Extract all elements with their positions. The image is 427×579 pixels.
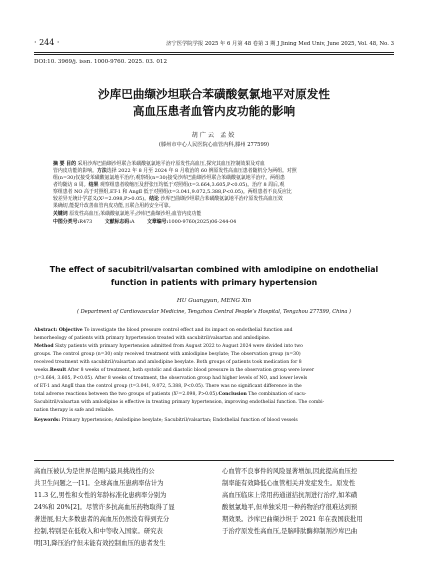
method-label-en: Method [34,344,54,349]
section-divider [34,460,394,461]
body-line: 11.3 亿,男性和女性的年龄标准化患病率分别为 [34,492,167,499]
cn-keywords: 关键词 原发性高血压;苯磺酸氨氯地平;沙库巴曲缬沙坦;血管内皮功能 [53,211,202,217]
body-line: 高血压临床上常用药通道拮抗剂进行治疗,如苯磺 [222,492,358,499]
body-line: 酸氨氯地平,但单独采用一种药物治疗很难达到预 [222,504,358,511]
cn-abstract-line: 组(n=30)仅接受苯磺酸氨氯地平治疗;观察组(n=30)接受沙库巴曲缬沙坦联合苯磺酸氨氯地平治疗。两组患 [53,175,285,181]
doi: DOI:10. 3969/j. issn. 1000-9760. 2025. 03. 012 [34,59,167,65]
en-abstract-line: Method Sixty patients with primary hypertension admitted from August 2022 to August 2024 were divided into two [34,344,303,349]
keywords-label: 关键词 [53,211,68,217]
en-abstract-line: weeks.Result After 8 weeks of treatment, both systolic and diastolic blood pressure in the observation group were lower [34,368,315,373]
header-rule [34,52,394,53]
running-header [34,38,394,52]
chinese-title-line-2: 高血压患者血管内皮功能的影响 [132,104,296,118]
en-abstract-line: groups. The control group (n=30) only received treatment with amlodipine besylate; The observation group (n=30) [34,352,301,357]
method-label: 方法 [97,168,107,174]
body-line: 控制,特别是在低收入和中等收入国家。研究表 [34,528,163,535]
doc-code-label: 文献标志码: [104,219,131,225]
english-affiliation: ( Department of Cardiovascular Medicine, Tengzhou Central People’s Hospital, Tengzhou 277599, China ) [76,309,352,315]
body-line: 期效果。沙库巴曲缬沙坦于 2021 年在我国获批用 [222,516,363,523]
english-title-line-1: The effect of sacubitril/valsartan combined with amlodipine on endothelial [49,265,379,274]
result-label: 结果 [88,182,99,188]
chinese-affiliation: (滕州市中心人民医院心血管内科,滕州 277599) [158,142,270,148]
en-abstract-line: total adverse reactions between the two groups of patients (X²=2.098, P>0.05).Conclusion The combination of sacu- [34,392,307,397]
body-line: 共卫生问题之一[1]。全球高血压患病率估计为 [34,480,164,487]
en-keywords: Keywords: Primary hypertension; Amlodipine besylate; Sacubitril/valsartan; Endothelial function of blood vessels [34,418,298,423]
body-line: 著进展,但大多数患者的高血压仍然没有得到充分 [34,516,170,523]
body-column-left [34,466,208,550]
body-line: 心血管不良事件的风险显著增加,因此提高血压控 [222,468,358,475]
body-line: 于治疗原发性高血压,是脑啡肽酶抑制剂沙库巴曲 [222,528,358,535]
keywords-label-en: Keywords: [34,418,61,423]
en-abstract-line: of ET-1 and AngⅡ than the control group (t=3.041, 9.072, 5.388, P<0.05). There was no significant difference in the [34,384,302,389]
abstract-objective-label: Abstract: Objective [34,328,83,333]
english-title-line-2: function in patients with primary hypertension [110,278,318,287]
article-no-label: 文章编号: [146,219,169,225]
conclusion-label-en: Conclusion [218,392,247,397]
conclusion-label: 结论 [149,196,159,202]
en-abstract-line: nation therapy is safe and reliable. [34,408,115,413]
chinese-authors: 胡广云 孟姣 [191,132,237,139]
body-line: 制率能有效降低心血管相关并发症发生。原发性 [222,480,356,487]
result-label-en: Result [49,368,67,373]
cn-abstract-line: 管内皮功能的影响。方法选择 2022 年 8 月至 2024 年 8 月收治的 60 例原发性高血压患者随机分为两组。对照 [53,168,297,174]
chinese-title-line-1: 沙库巴曲缬沙坦联合苯磺酸氨氯地平对原发性 [98,87,330,101]
en-abstract-line: hemorheology of patients with primary hypertension treated with sacubitril/valsartan and amlodipine. [34,336,271,341]
en-abstract-line: Abstract: Objective To investigate the blood pressure control effect and its impact on endothelial function and [34,328,293,333]
en-abstract-line: (t=3.664, 3.605, P<0.05). After 8 weeks of treatment, the observation group had higher levels of NO, and lower levels [34,376,308,381]
body-line: 高血压被认为是世界范围内最具挑战性的公 [34,468,155,475]
en-abstract-line: Sacubitril/valsartan with amlodipine is effective in treating primary hypertension, improving endothelial function. The combi- [34,400,325,405]
abstract-label: 摘 要 目的 [53,161,76,167]
cn-abstract-line: 察组患者 NO 高于对照组,ET-1 和 AngⅡ 低于对照组(t=3.041,9.072,5.388,P<0.05)。两组患者不良反应比 [53,189,292,195]
cn-classification: 中图分类号:R473 文献标志码:A 文章编号:1000-9760(2025)06-244-04 [53,219,237,225]
cn-abstract-line: 较差异无统计学意义(X²=2.098,P>0.05)。结论 沙库巴曲缬沙坦联合苯磺酸氨氯地平治疗原发性高血压效 [53,196,283,202]
page-number: · 244 · [34,38,60,47]
body-line: 明[3],降压治疗但未能有效控制血压的患者发生 [34,540,166,547]
body-column-right [222,466,394,538]
body-line: 24%和 20%[2]。尽管许多抗高血压药物取得了显 [34,504,175,511]
cn-abstract-line: 者均随访 8 周。结果 观察组患者收缩压及舒张压均低于对照组(t=3.664,3.605,P<0.05)。治疗 8 周后,观 [53,182,285,188]
en-abstract-line: received treatment with sacubitril/valsartan and amlodipine besylate. Both groups of patients took medication for 8 [34,360,302,365]
cn-abstract-line: 果确切,能提升改善血管内皮功能,且联合用药安全可靠。 [53,203,174,209]
cn-abstract-line: 摘 要 目的 采用沙库巴曲缬沙坦联合苯磺酸氨氯地平治疗原发性高血压,探究其血压控制效果及对血 [53,161,265,167]
journal-citation: 济宁医学院学报 2025 年 6 月第 48 卷第 3 期 J Jining Med Univ, June 2025, Vol. 48, No. 3 [166,41,394,47]
english-authors: HU Guangyun, MENG Xin [176,298,252,304]
header-rule-thin [34,54,394,55]
class-label: 中图分类号: [53,219,80,225]
